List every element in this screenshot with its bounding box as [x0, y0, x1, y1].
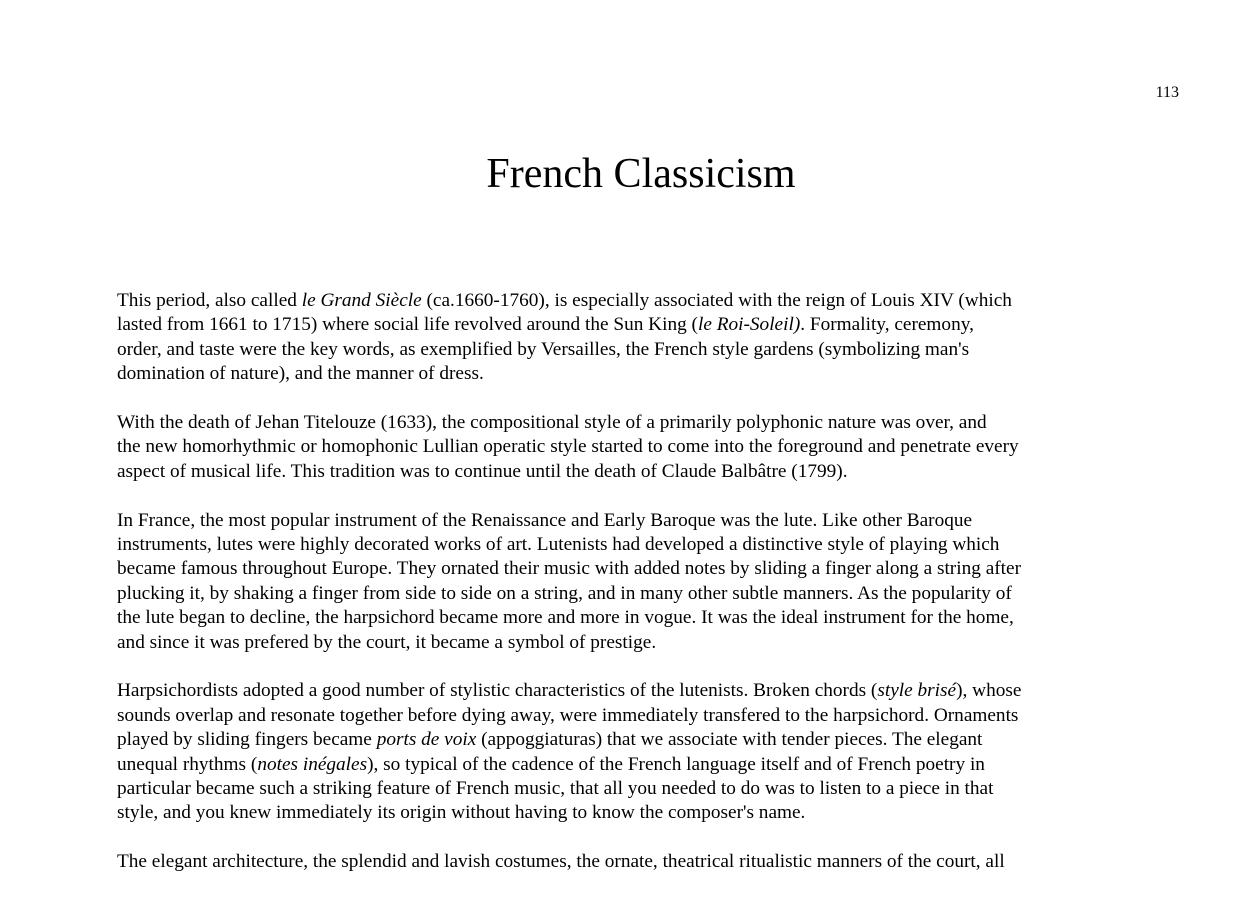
text-segment: particular became such a striking feature of French music, that all you needed to do was to listen to a piece in that — [117, 778, 994, 800]
text-segment: sounds overlap and resonate together before dying away, were immediately transfered to the harpsichord. Ornaments — [117, 704, 1019, 726]
text-line — [117, 460, 1127, 484]
text-segment: instruments, lutes were highly decorated works of art. Lutenists had developed a distinctive style of playing which — [117, 534, 1000, 556]
italic-term: le Roi-Soleil) — [697, 314, 801, 336]
text-line — [117, 362, 1127, 386]
text-line — [117, 777, 1127, 801]
text-line — [117, 850, 1127, 874]
italic-term: style brisé — [877, 680, 957, 702]
italic-term: notes inégales — [257, 753, 368, 775]
text-segment: This period, also called — [117, 290, 302, 311]
text-segment: unequal rhythms ( — [117, 753, 258, 775]
text-line — [117, 606, 1127, 630]
text-line — [117, 435, 1127, 459]
body-text — [117, 289, 1127, 899]
text-segment: Harpsichordists adopted a good number of stylistic characteristics of the lutenists. Broken chords ( — [117, 680, 878, 702]
text-segment: ), so typical of the cadence of the French language itself and of French poetry in — [367, 753, 985, 775]
page-number: 113 — [1155, 84, 1179, 101]
text-segment: (appoggiaturas) that we associate with tender pieces. The elegant — [476, 729, 983, 751]
text-line — [117, 557, 1127, 581]
text-segment: plucking it, by shaking a finger from side to side on a string, and in many other subtle manners. As the popularity of — [117, 582, 1012, 604]
page-title: French Classicism — [486, 151, 796, 197]
text-segment: domination of nature), and the manner of dress. — [117, 363, 484, 385]
text-segment: played by sliding fingers became — [117, 729, 377, 751]
italic-term: le Grand Siècle — [301, 290, 422, 311]
text-line — [117, 704, 1127, 728]
text-line — [117, 631, 1127, 655]
text-segment: aspect of musical life. This tradition was to continue until the death of Claude Balbâtre (1799). — [117, 460, 848, 482]
text-line — [117, 289, 1127, 313]
text-line — [117, 801, 1127, 825]
text-line — [117, 509, 1127, 533]
text-segment: the new homorhythmic or homophonic Lullian operatic style started to come into the foreground and penetrate every — [117, 436, 1019, 458]
text-segment: In France, the most popular instrument of the Renaissance and Early Baroque was the lute. Like other Baroque — [117, 509, 973, 531]
text-segment: . Formality, ceremony, — [800, 314, 974, 336]
text-segment: order, and taste were the key words, as exemplified by Versailles, the French style gardens (symbolizing man's — [117, 338, 970, 360]
italic-term: ports de voix — [376, 729, 477, 751]
paragraph — [117, 850, 1127, 874]
text-line — [117, 728, 1127, 752]
text-segment: style, and you knew immediately its origin without having to know the composer's name. — [117, 802, 806, 824]
text-segment: The elegant architecture, the splendid and lavish costumes, the ornate, theatrical ritualistic manners of the court, all — [117, 851, 1005, 873]
text-segment: With the death of Jehan Titelouze (1633), the compositional style of a primarily polyphonic nature was over, and — [117, 412, 987, 434]
paragraph — [117, 411, 1127, 484]
text-segment: ), whose — [956, 680, 1022, 702]
paragraph — [117, 509, 1127, 655]
text-line — [117, 533, 1127, 557]
text-segment: became famous throughout Europe. They ornated their music with added notes by sliding a finger along a string after — [117, 558, 1022, 580]
text-line — [117, 411, 1127, 435]
text-line — [117, 753, 1127, 777]
text-segment: and since it was prefered by the court, it became a symbol of prestige. — [117, 631, 657, 653]
text-line — [117, 679, 1127, 703]
text-segment: the lute began to decline, the harpsichord became more and more in vogue. It was the ideal instrument for the home, — [117, 607, 1014, 629]
text-line — [117, 338, 1127, 362]
paragraph — [117, 289, 1127, 387]
text-line — [117, 582, 1127, 606]
text-line — [117, 313, 1127, 337]
paragraph — [117, 679, 1127, 825]
text-segment: (ca.1660-1760), is especially associated with the reign of Louis XIV (which — [421, 290, 1012, 311]
text-segment: lasted from 1661 to 1715) where social life revolved around the Sun King ( — [117, 314, 698, 336]
